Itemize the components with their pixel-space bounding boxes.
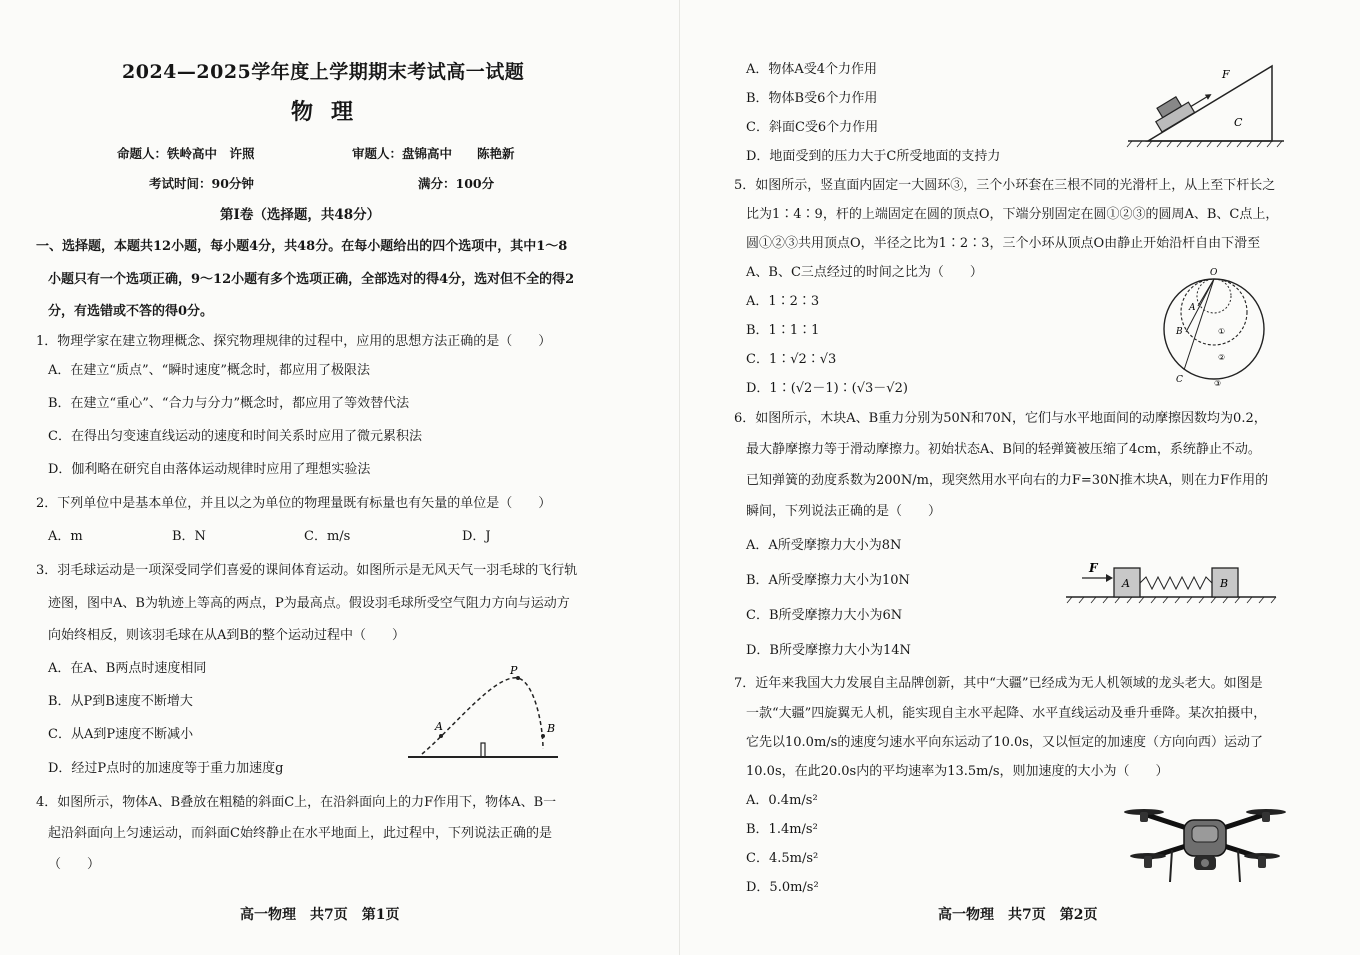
setter-info: 命题人：铁岭高中 许照	[117, 146, 255, 161]
q3-option-c: C．从A到P速度不断减小	[48, 727, 194, 742]
q5-stem-line-1: 5．如图所示，竖直面内固定一大圆环③，三个小环套在三根不同的光滑杆上，从上至下杆长之	[734, 178, 1276, 193]
reviewer-info: 审题人：盘锦高中 陈艳新	[352, 146, 515, 161]
q7-option-d: D．5.0m/s²	[746, 880, 819, 895]
ground-hatching	[1127, 141, 1282, 147]
ground-hatching	[1067, 597, 1276, 603]
exam-page-2	[680, 0, 1360, 955]
q6-option-d: D．B所受摩擦力大小为14N	[746, 643, 911, 658]
q4-stem-line-1: 4．如图所示，物体A、B叠放在粗糙的斜面C上，在沿斜面向上的力F作用下，物体A、B一	[36, 795, 557, 810]
label-a: A	[435, 720, 443, 733]
subject-title: 物理	[291, 99, 372, 125]
q1-option-d: D．伽利略在研究自由落体运动规律时应用了理想实验法	[48, 462, 371, 477]
q3-stem-line-3: 向始终相反，则该羽毛球在从A到B的整个运动过程中（ ）	[48, 628, 405, 643]
label-c: C	[1176, 375, 1183, 385]
label-c: C	[1234, 116, 1243, 129]
q1-stem: 1．物理学家在建立物理概念、探究物理规律的过程中，应用的思想方法正确的是（ ）	[36, 334, 552, 349]
point-a-mark	[439, 734, 443, 738]
rod-c	[1184, 279, 1214, 370]
label-circle-3: ③	[1214, 379, 1222, 388]
q5-option-a: A．1∶2∶3	[746, 294, 820, 309]
q5-option-d: D．1∶(√2－1)∶(√3－√2)	[746, 381, 908, 396]
label-o: O	[1210, 268, 1218, 278]
q7-stem-line-3: 它先以10.0m/s的速度匀速水平向东运动了10.0s，又以恒定的加速度（方向向西）运动了	[746, 735, 1263, 750]
net-post	[481, 743, 485, 757]
exam-title: 2024—2025学年度上学期期末考试高一试题	[122, 61, 525, 83]
q7-option-b: B．1.4m/s²	[746, 822, 818, 837]
circle-1	[1197, 279, 1231, 313]
label-p: P	[510, 664, 518, 677]
three-circles-figure	[1158, 266, 1276, 388]
point-b-mark	[541, 734, 545, 738]
label-circle-1: ①	[1218, 327, 1226, 336]
q7-option-c: C．4.5m/s²	[746, 851, 819, 866]
q1-option-c: C．在得出匀变速直线运动的速度和时间关系时应用了微元累积法	[48, 429, 422, 444]
q6-stem-line-1: 6．如图所示，木块A、B重力分别为50N和70N，它们与水平地面间的动摩擦因数均为0.2，	[734, 411, 1267, 426]
incline-blocks-figure	[1126, 62, 1286, 148]
q6-stem-line-4: 瞬间，下列说法正确的是（ ）	[746, 504, 942, 519]
q1-option-a: A．在建立“质点”、“瞬时速度”概念时，都应用了极限法	[48, 363, 370, 378]
q7-stem-line-1: 7．近年来我国大力发展自主品牌创新，其中“大疆”已经成为无人机领域的龙头老大。如图是	[734, 676, 1263, 691]
label-f: F	[1089, 561, 1098, 575]
full-score: 满分：100分	[418, 176, 495, 191]
q5-option-c: C．1∶√2∶√3	[746, 352, 837, 367]
q3-stem-line-1: 3．羽毛球运动是一项深受同学们喜爱的课间体育运动。如图所示是无风天气一羽毛球的飞行轨	[36, 563, 578, 578]
q7-stem-line-4: 10.0s，在此20.0s内的平均速率为13.5m/s，则加速度的大小为（ ）	[746, 764, 1169, 779]
q6-option-b: B．A所受摩擦力大小为10N	[746, 573, 910, 588]
shuttlecock-trajectory-figure	[400, 664, 565, 766]
label-a: A	[1122, 577, 1130, 590]
label-b: B	[547, 722, 556, 735]
spring-blocks-figure	[1062, 558, 1280, 606]
q5-stem-line-3: 圆①②③共用顶点O，半径之比为1∶2∶3，三个小环从顶点O由静止开始沿杆自由下滑至	[746, 236, 1261, 251]
instructions-line-1: 一、选择题，本题共12小题，每小题4分，共48分。在每小题给出的四个选项中，其中1～8	[36, 239, 568, 254]
label-b: B	[1220, 577, 1229, 590]
q4-option-b: B．物体B受6个力作用	[746, 91, 878, 106]
q6-stem-line-2: 最大静摩擦力等于滑动摩擦力。初始状态A、B间的轻弹簧被压缩了4cm，系统静止不动。	[746, 442, 1261, 457]
q2-option-c: C．m/s	[304, 529, 351, 544]
q3-option-d: D．经过P点时的加速度等于重力加速度g	[48, 761, 284, 776]
q6-stem-line-3: 已知弹簧的劲度系数为200N/m，现突然用水平向右的力F=30N推木块A，则在力F作用的	[746, 473, 1269, 488]
q2-option-a: A．m	[48, 529, 83, 544]
q6-option-a: A．A所受摩擦力大小为8N	[746, 538, 902, 553]
q3-option-b: B．从P到B速度不断增大	[48, 694, 193, 709]
q2-option-b: B．N	[172, 529, 206, 544]
force-f-arrow	[1191, 97, 1206, 106]
q2-stem: 2．下列单位中是基本单位，并且以之为单位的物理量既有标量也有矢量的单位是（ ）	[36, 496, 552, 511]
q3-option-a: A．在A、B两点时速度相同	[48, 661, 207, 676]
exam-time: 考试时间：90分钟	[149, 176, 254, 191]
footer-page-1: 高一物理 共7页 第1页	[240, 907, 400, 923]
q4-stem-line-3: （ ）	[48, 857, 101, 872]
q5-option-b: B．1∶1∶1	[746, 323, 820, 338]
label-b: B	[1176, 327, 1183, 337]
label-circle-2: ②	[1218, 353, 1226, 362]
spring	[1140, 577, 1212, 589]
q7-stem-line-2: 一款“大疆”四旋翼无人机，能实现自主水平起降、水平直线运动及垂升垂降。某次拍摄中，	[746, 706, 1267, 721]
instructions-line-3: 分，有选错或不答的得0分。	[48, 304, 214, 319]
q2-option-d: D．J	[462, 529, 491, 544]
q5-stem-line-4: A、B、C三点经过的时间之比为（ ）	[746, 265, 983, 280]
label-a: A	[1189, 303, 1196, 313]
q5-stem-line-2: 比为1∶4∶9，杆的上端固定在圆的顶点O，下端分别固定在圆①②③的圆周A、B、C点上，	[746, 207, 1279, 222]
q6-option-c: C．B所受摩擦力大小为6N	[746, 608, 903, 623]
q3-stem-line-2: 迹图，图中A、B为轨迹上等高的两点，P为最高点。假设羽毛球所受空气阻力方向与运动方	[48, 596, 570, 611]
label-f: F	[1222, 68, 1230, 81]
q4-option-d: D．地面受到的压力大于C所受地面的支持力	[746, 149, 1001, 164]
q4-stem-line-2: 起沿斜面向上匀速运动，而斜面C始终静止在水平地面上，此过程中，下列说法正确的是	[48, 826, 552, 841]
footer-page-2: 高一物理 共7页 第2页	[938, 907, 1098, 923]
section-heading: 第Ⅰ卷（选择题，共48分）	[220, 207, 381, 223]
q4-option-c: C．斜面C受6个力作用	[746, 120, 879, 135]
drone-image	[1122, 790, 1288, 886]
instructions-line-2: 小题只有一个选项正确，9～12小题有多个选项正确，全部选对的得4分，选对但不全的得2	[48, 272, 575, 287]
q1-option-b: B．在建立“重心”、“合力与分力”概念时，都应用了等效替代法	[48, 396, 410, 411]
q7-option-a: A．0.4m/s²	[746, 793, 818, 808]
q4-option-a: A．物体A受4个力作用	[746, 62, 878, 77]
